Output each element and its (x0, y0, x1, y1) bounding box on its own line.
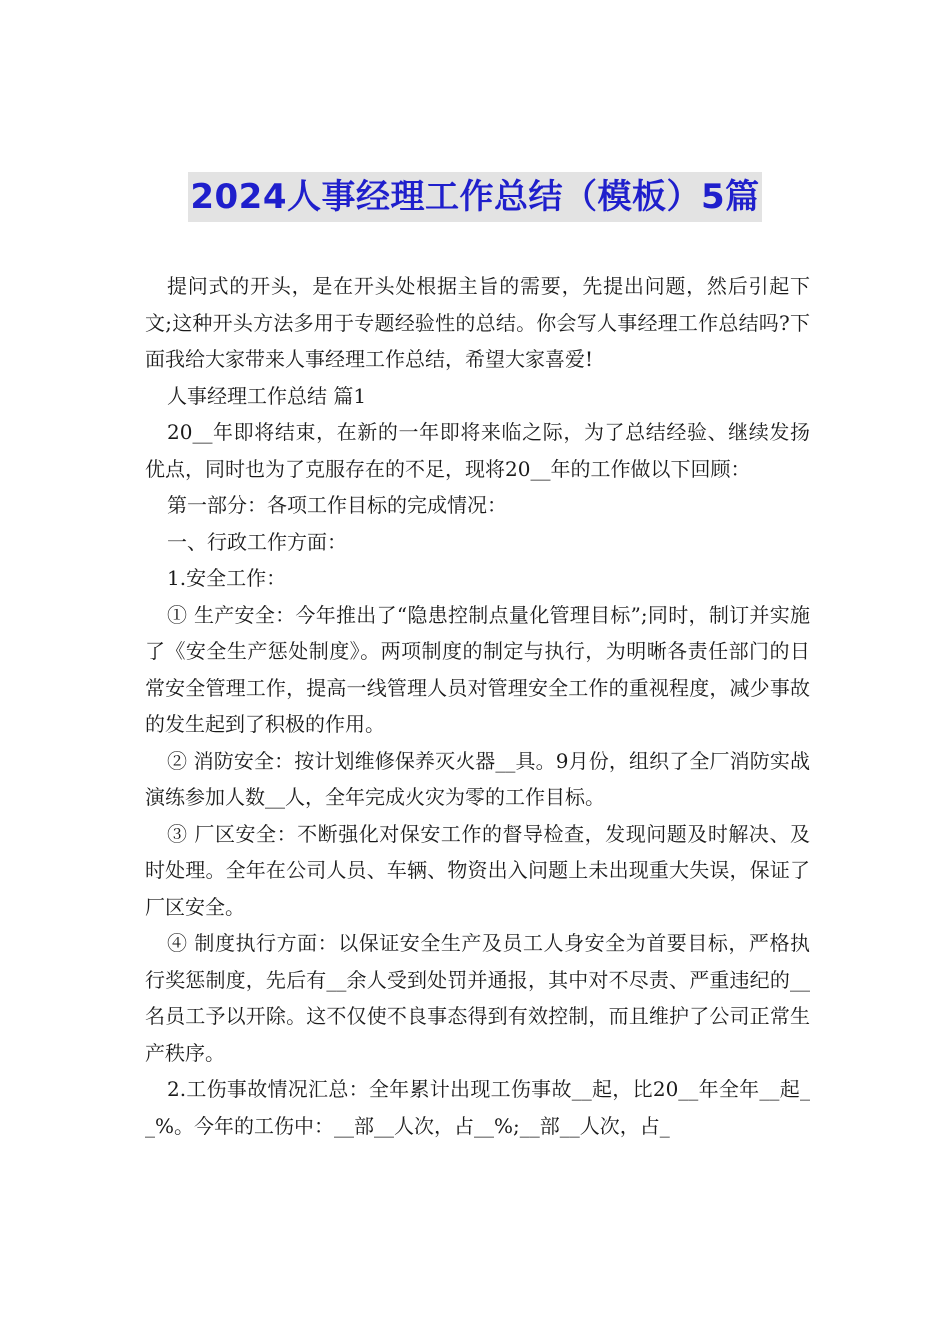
body-paragraph: 2.工伤事故情况汇总：全年累计出现工伤事故__起，比20__年全年__起__%。今年的工伤中：__部__人次，占__%;__部__人次，占_ (145, 1077, 810, 1138)
document-title: 2024人事经理工作总结（模板）5篇 (188, 172, 761, 222)
intro-paragraph: 提问式的开头，是在开头处根据主旨的需要，先提出问题，然后引起下文;这种开头方法多用于专题经验性的总结。你会写人事经理工作总结吗?下面我给大家带来人事经理工作总结，希望大家喜爱! (145, 274, 810, 371)
body-paragraph: 20__年即将结束，在新的一年即将来临之际，为了总结经验、继续发扬优点，同时也为了克服存在的不足，现将20__年的工作做以下回顾： (145, 420, 810, 481)
body-paragraph: ③ 厂区安全：不断强化对保安工作的督导检查，发现问题及时解决、及时处理。全年在公司人员、车辆、物资出入问题上未出现重大失误，保证了厂区安全。 (145, 821, 810, 919)
document-body (145, 268, 810, 1144)
body-paragraph: ① 生产安全：今年推出了“隐患控制点量化管理目标”;同时，制订并实施了《安全生产惩处制度》。两项制度的制定与执行，为明晰各责任部门的日常安全管理工作，提高一线管理人员对管理安全工作的重视程度，减少事故的发生起到了积极的作用。 (145, 602, 810, 736)
section-heading: 人事经理工作总结 篇1 (167, 383, 367, 408)
body-paragraph: ② 消防安全：按计划维修保养灭火器__具。9月份，组织了全厂消防实战演练参加人数__人，全年完成火灾为零的工作目标。 (145, 748, 810, 809)
item-heading: 1.安全工作： (167, 566, 287, 590)
title-container (0, 172, 950, 222)
subsection-heading: 一、行政工作方面： (167, 529, 347, 554)
part-heading: 第一部分：各项工作目标的完成情况： (167, 493, 507, 517)
body-paragraph: ④ 制度执行方面：以保证安全生产及员工人身安全为首要目标，严格执行奖惩制度，先后有__余人受到处罚并通报，其中对不尽责、严重违纪的__名员工予以开除。这不仅使不良事态得到有效控制，而且维护了公司正常生产秩序。 (145, 931, 810, 1065)
